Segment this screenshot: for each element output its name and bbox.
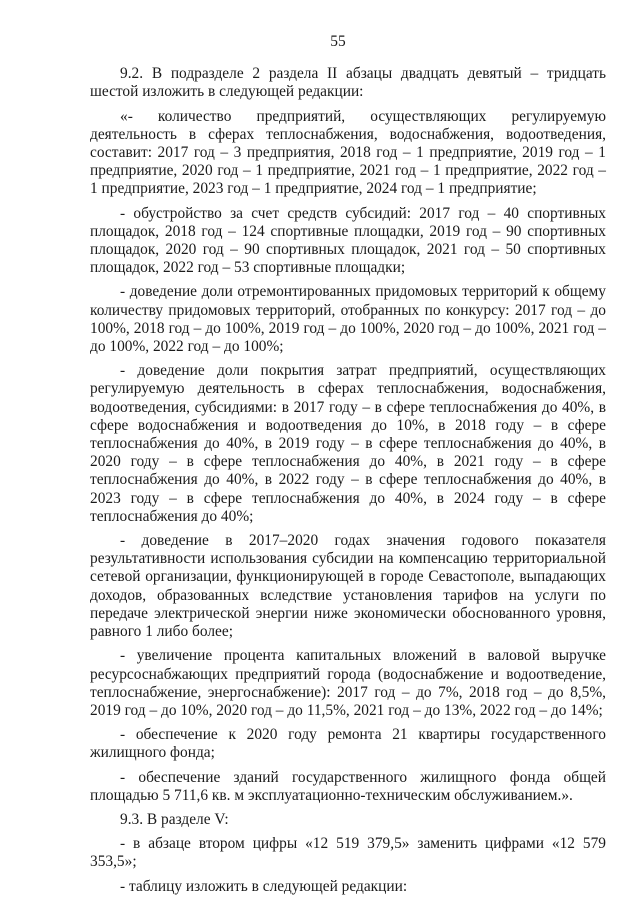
paragraph-table-intro: - таблицу изложить в следующей редакции: [120,877,408,895]
paragraph-yard-territories: - доведение доли отремонтированных придомовых территорий к общему количеству придомовых территорий, отобранных по конкурсу: 2017 год – до 100%, 2018 год – до 100%, 2019 год – до 100%, 2020 год – до 100%, 2021 год – до 100%, 2022 год – до 100%; [90,283,606,356]
paragraph-capital-investments: - увеличение процента капитальных вложений в валовой выручке ресурсоснабжающих предприятий города (водоснабжение и водоотведение, теплоснабжение, энергоснабжение): 2017 год – до 7%, 2018 год – до 8,5%, 2019 год – до 10%, 2020 год – до 11,5%, 2021 год – до 13%, 2022 год – до 14%; [90,647,606,719]
paragraph-apartment-repair: - обеспечение к 2020 году ремонта 21 квартиры государственного жилищного фонда; [90,726,606,762]
paragraph-9-3: 9.3. В разделе V: [120,810,229,828]
paragraph-sports-grounds: - обустройство за счет средств субсидий: 2017 год – 40 спортивных площадок, 2018 год – 124 спортивные площадки, 2019 год – 90 спортивных площадок, 2020 год – 90 спортивных площадок, 2021 год – 50 спортивных площадок, 2022 год – 53 спортивные площадки; [90,204,606,277]
paragraph-9-2: 9.2. В подразделе 2 раздела II абзацы двадцать девятый – тридцать шестой изложить в следующей редакции: [90,65,606,101]
paragraph-subsidy-effectiveness: - доведение в 2017–2020 годах значения годового показателя результативности использования субсидии на компенсацию территориальной сетевой организации, функционирующей в городе Севастополе, выпадающих доходов, образованных вследствие установления тарифов на услуги по передаче электрической энергии ниже экономически обоснованного уровня, равного 1 либо более; [90,532,606,641]
paragraph-replace-figures: - в абзаце втором цифры «12 519 379,5» заменить цифрами «12 579 353,5»; [90,835,606,871]
paragraph-cost-coverage: - доведение доли покрытия затрат предприятий, осуществляющих регулируемую деятельность в сферах теплоснабжения, водоснабжения, водоотведения, субсидиями: в 2017 году – в сфере теплоснабжения до 40%, в сфере водоснабжения и водоотведения до 10%, в 2018 году – в сфере теплоснабжения до 40%, в 2019 году – в сфере теплоснабжения до 40%, в 2020 году – в сфере теплоснабжения до 40%, в 2021 году – в сфере теплоснабжения до 40%, в 2022 году – в сфере теплоснабжения до 40%, в 2023 году – в сфере теплоснабжения до 40%, в 2024 году – в сфере теплоснабжения до 40%; [90,362,606,525]
paragraph-enterprises-count: «- количество предприятий, осуществляющих регулируемую деятельность в сферах теплоснабжения, водоснабжения, водоотведения, составит: 2017 год – 3 предприятия, 2018 год – 1 предприятие, 2019 год – 1 предприятие, 2020 год – 1 предприятие, 2021 год – 1 предприятие, 2022 год – 1 предприятие, 2023 год – 1 предприятие, 2024 год – 1 предприятие; [90,107,606,198]
paragraph-maintenance: - обеспечение зданий государственного жилищного фонда общей площадью 5 711,6 кв. м эксплуатационно-техническим обслуживанием.». [90,768,606,804]
page-number: 55 [330,33,346,50]
